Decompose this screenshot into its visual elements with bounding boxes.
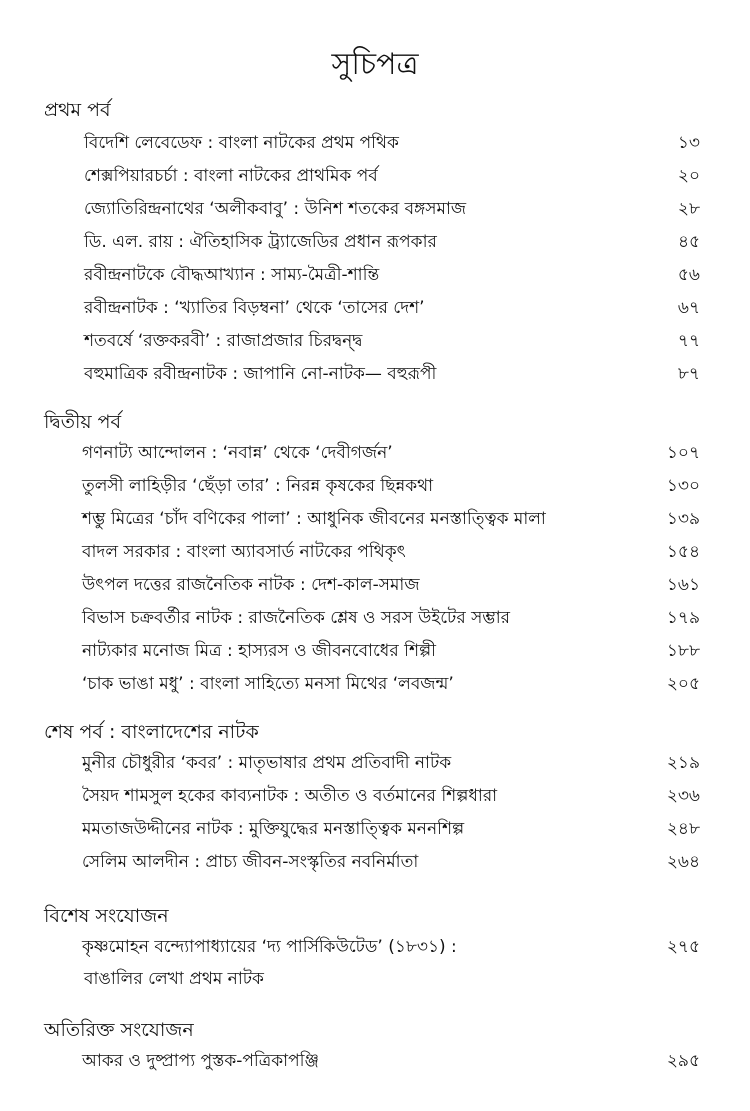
entry-page: ৪৫ [677, 232, 700, 252]
entry-page: ৭৭ [677, 331, 700, 351]
entry-page: ২৭৫ [666, 937, 700, 957]
entry-page: ২০ [677, 166, 700, 186]
toc-entry[interactable] [0, 572, 750, 604]
entry-title: বিভাস চক্রবর্তীর নাটক : রাজনৈতিক শ্লেষ ও সরস উইটের সম্ভার [82, 608, 511, 628]
entry-title: জ্যোতিরিন্দ্রনাথের ‘অলীকবাবু’ : উনিশ শতকের বঙ্গসমাজ [84, 199, 467, 219]
entry-page: ২১৯ [666, 753, 700, 773]
entry-page: ২৮ [677, 199, 700, 219]
entry-page: ১৮৮ [666, 641, 700, 661]
toc-entry[interactable] [0, 816, 750, 848]
entry-title-continuation: বাঙালির লেখা প্রথম নাটক [84, 969, 264, 989]
entry-page: ২৪৮ [666, 819, 700, 839]
section-heading: অতিরিক্ত সংযোজন [44, 1019, 194, 1041]
toc-entry[interactable] [0, 849, 750, 881]
entry-title: নাট্যকার মনোজ মিত্র : হাস্যরস ও জীবনবোধের শিল্পী [82, 641, 436, 661]
entry-title: তুলসী লাহিড়ীর ‘ছেঁড়া তার’ : নিরন্ন কৃষকের ছিন্নকথা [82, 476, 434, 496]
entry-page: ১০৭ [666, 443, 700, 463]
toc-entry[interactable] [0, 783, 750, 815]
toc-entry[interactable] [0, 638, 750, 670]
toc-entry[interactable] [0, 130, 750, 162]
toc-entry[interactable] [0, 539, 750, 571]
toc-entry[interactable] [0, 229, 750, 261]
page-title: সুচিপত্র [331, 47, 419, 82]
entry-page: ২০৫ [666, 674, 700, 694]
entry-page: ১৭৯ [666, 608, 700, 628]
entry-title: শম্ভু মিত্রের ‘চাঁদ বণিকের পালা’ : আধুনিক জীবনের মনস্তাত্ত্বিক মালা [82, 509, 546, 529]
entry-page: ৫৬ [677, 265, 700, 285]
toc-entry[interactable] [0, 473, 750, 505]
entry-page: ১৩৯ [666, 509, 700, 529]
entry-page: ৮৭ [677, 364, 700, 384]
entry-title: ডি. এল. রায় : ঐতিহাসিক ট্র্যাজেডির প্রধান রূপকার [84, 232, 437, 252]
entry-title: রবীন্দ্রনাটকে বৌদ্ধআখ্যান : সাম্য-মৈত্রী-শান্তি [84, 265, 380, 285]
toc-entry[interactable] [0, 163, 750, 195]
entry-title: শতবর্ষে ‘রক্তকরবী’ : রাজাপ্রজার চিরদ্বন্দ্ব [84, 331, 363, 351]
entry-page: ৬৭ [677, 298, 700, 318]
entry-page: ২৩৬ [666, 786, 700, 806]
toc-entry[interactable] [0, 605, 750, 637]
entry-title: বিদেশি লেবেডেফ : বাংলা নাটকের প্রথম পথিক [84, 133, 399, 153]
entry-title: কৃষ্ণমোহন বন্দ্যোপাধ্যায়ের ‘দ্য পার্সিকিউটেড’ (১৮৩১) : [82, 937, 457, 957]
section-heading: প্রথম পর্ব [44, 99, 111, 121]
entry-page: ১৫৪ [666, 542, 700, 562]
section-heading: বিশেষ সংযোজন [44, 905, 169, 927]
toc-entry[interactable] [0, 440, 750, 472]
toc-entry[interactable] [0, 295, 750, 327]
toc-entry[interactable] [0, 328, 750, 360]
entry-title: মুনীর চৌধুরীর ‘কবর’ : মাতৃভাষার প্রথম প্রতিবাদী নাটক [82, 753, 452, 773]
entry-title: সেলিম আলদীন : প্রাচ্য জীবন-সংস্কৃতির নবনির্মাতা [82, 852, 419, 872]
entry-page: ১৬১ [666, 575, 700, 595]
entry-page: ২৯৫ [666, 1051, 700, 1071]
toc-entry[interactable] [0, 196, 750, 228]
entry-title: মমতাজউদ্দীনের নাটক : মুক্তিযুদ্ধের মনস্তাত্ত্বিক মননশিল্প [82, 819, 465, 839]
entry-title: আকর ও দুষ্প্রাপ্য পুস্তক-পত্রিকাপঞ্জি [82, 1051, 320, 1071]
entry-title: গণনাট্য আন্দোলন : ‘নবান্ন’ থেকে ‘দেবীগর্জন’ [82, 443, 393, 463]
entry-title: বাদল সরকার : বাংলা অ্যাবসার্ড নাটকের পথিকৃৎ [82, 542, 406, 562]
toc-entry[interactable] [0, 361, 750, 393]
entry-title: শেক্সপিয়ারচর্চা : বাংলা নাটকের প্রাথমিক পর্ব [84, 166, 378, 186]
entry-page: ২৬৪ [666, 852, 700, 872]
section-heading: দ্বিতীয় পর্ব [44, 411, 122, 433]
toc-entry[interactable] [0, 671, 750, 703]
toc-entry[interactable] [0, 750, 750, 782]
section-heading: শেষ পর্ব : বাংলাদেশের নাটক [44, 721, 259, 743]
entry-page: ১৩ [677, 133, 700, 153]
toc-entry[interactable] [0, 934, 750, 996]
entry-title: উৎপল দত্তের রাজনৈতিক নাটক : দেশ-কাল-সমাজ [82, 575, 420, 595]
toc-entry[interactable] [0, 1048, 750, 1080]
toc-entry[interactable] [0, 506, 750, 538]
entry-title: সৈয়দ শামসুল হকের কাব্যনাটক : অতীত ও বর্তমানের শিল্পধারা [82, 786, 498, 806]
toc-entry[interactable] [0, 262, 750, 294]
entry-title: ‘চাক ভাঙা মধু’ : বাংলা সাহিত্যে মনসা মিথের ‘লবজন্ম’ [82, 674, 454, 694]
entry-title: বহুমাত্রিক রবীন্দ্রনাটক : জাপানি নো-নাটক— বহুরূপী [84, 364, 437, 384]
entry-title: রবীন্দ্রনাটক : ‘খ্যাতির বিড়ম্বনা’ থেকে ‘তাসের দেশ’ [84, 298, 425, 318]
entry-page: ১৩০ [666, 476, 700, 496]
